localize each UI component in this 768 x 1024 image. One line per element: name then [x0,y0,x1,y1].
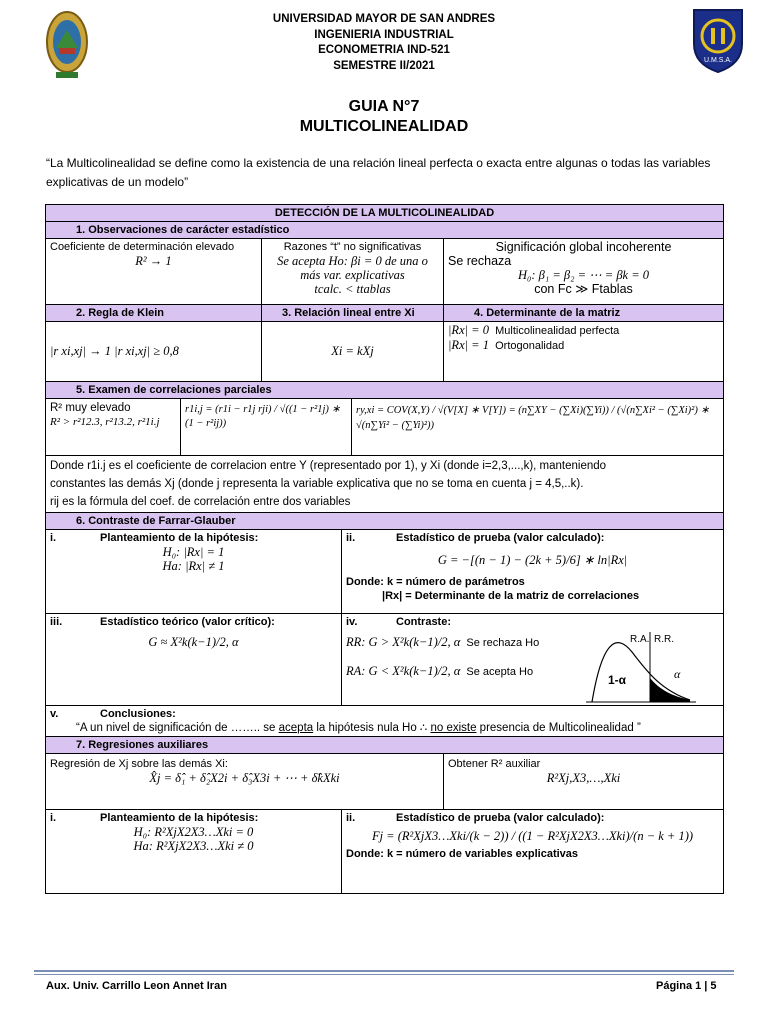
fg-rr-text: Se rechaza Ho [466,637,540,649]
graph-alpha-label: α [674,667,681,681]
fg-i-title: Planteamiento de la hipótesis: [100,532,259,544]
section-2-heading: 2. Regla de Klein [46,305,262,322]
faculty-name: INGENIERIA INDUSTRIAL [314,28,454,41]
aux-i-title: Planteamiento de la hipótesis: [100,812,259,824]
note-line-2: constantes las demás Xj (donde j representa la variable explicativa que no se toma en cuenta j = 4,5,..k). [50,478,584,490]
fg-iii-num: iii. [50,616,63,628]
graph-ra-label: R.A. [630,634,650,645]
university-name: UNIVERSIDAD MAYOR DE SAN ANDRES [272,13,496,25]
r2-text: R² muy elevado [50,402,131,414]
aux-h0: H₀: R²XjX2X3…Xki = 0 [133,825,254,839]
conclusion-part-b: la hipótesis nula Ho ∴ [313,722,431,734]
aux-reg-formula: X̂j = δ̂₁ + δ̂₂X2i + δ̂₃X3i + ⋯ + δ̂kXki [149,771,340,785]
note-line-3: rij es la fórmula del coef. de correlación entre dos variables [50,496,351,508]
r2-formula: R² > r²12.3, r²13.2, r²1i.j [50,416,160,428]
fg-ha: Ha: |Rx| ≠ 1 [162,559,225,573]
section-1-heading: 1. Observaciones de carácter estadístico [46,222,724,239]
graph-rr-label: R.R. [654,634,674,645]
aux-where: Donde: k = número de variables explicativas [346,848,579,860]
aux-ii-num: ii. [346,812,356,824]
aux-regression-cell [46,754,444,810]
fg-iii-title: Estadístico teórico (valor crítico): [100,616,275,628]
fg-statistic-cell [342,530,724,614]
section-6-heading: 6. Contraste de Farrar-Glauber [46,513,724,530]
fg-v-num: v. [50,708,59,720]
matrix-determinant-cell [444,322,724,382]
conclusion-accept: acepta [278,722,314,734]
conclusion-part-a: “A un nivel de significación de …….. se [76,722,279,734]
s1-c1-text: Coeficiente de determinación elevado [50,241,235,253]
det-one-text: Ortogonalidad [495,340,565,352]
fg-ii-title: Estadístico de prueba (valor calculado): [396,532,605,544]
section-4-heading: 4. Determinante de la matriz [444,305,724,322]
partial-note-cell [46,456,724,513]
s1-c3-text2: Se rechaza [448,254,512,268]
fg-where-2: |Rx| = Determinante de la matriz de correlaciones [382,590,640,602]
document-header [0,12,768,74]
table-title: DETECCIÓN DE LA MULTICOLINEALIDAD [46,205,724,222]
fg-i-num: i. [50,532,57,544]
course-name: ECONOMETRIA IND-521 [318,44,450,56]
aux-r2-text: Obtener R² auxiliar [448,758,541,770]
s1-c1-formula: R² → 1 [135,254,172,268]
guide-number: GUIA N°7 [348,98,420,115]
s1-c2-text: Razones “t” no significativas [283,241,422,253]
s1-c2-formula3: tcalc. < ttablas [314,282,391,296]
corr-formula-block [352,399,723,455]
linear-relation-cell [262,322,444,382]
det-zero-text: Multicolinealidad perfecta [495,325,620,337]
aux-f-formula: Fj = (R²XjX3…Xki/(k − 2)) / ((1 − R²XjX2X3…Xki)/(n − k + 1)) [371,829,694,843]
s1-c3-text1: Significación global incoherente [495,240,672,254]
aux-reg-text: Regresión de Xj sobre las demás Xi: [50,758,228,770]
section-5-heading: 5. Examen de correlaciones parciales [46,382,724,399]
fg-g-formula: G = −[(n − 1) − (2k + 5)/6] ∗ ln|Rx| [437,553,628,567]
fg-hypothesis-cell [46,530,342,614]
fg-iv-num: iv. [346,616,358,628]
fg-h0: H₀: |Rx| = 1 [162,545,225,559]
intro-definition: “La Multicolinealidad se define como la existencia de una relación lineal perfecta o exacta entre algunas o todas las variables explicativas de un modelo” [46,156,711,189]
section-3-heading: 3. Relación lineal entre Xi [262,305,444,322]
fg-critical-formula: G ≈ X²k(k−1)/2, α [148,635,239,649]
aux-i-num: i. [50,812,57,824]
s1-c3-formula2: con Fc ≫ Ftablas [534,282,633,296]
fg-conclusion-cell [46,706,724,737]
s1-c2-formula1: Se acepta Ho: βi = 0 de una o [277,254,428,268]
footer-rule-thin [34,974,734,975]
aux-ii-title: Estadístico de prueba (valor calculado): [396,812,605,824]
klein-rule-cell [46,322,262,382]
fg-iv-title: Contraste: [396,616,452,628]
klein-formula: |r xi,xj| → 1 |r xi,xj| ≥ 0,8 [50,344,179,358]
fg-ii-num: ii. [346,532,356,544]
fg-where-1: Donde: k = número de parámetros [346,576,525,588]
aux-r2-formula: R²Xj,X3,…,Xki [546,771,621,785]
conclusion-part-c: presencia de Multicolinealidad ” [476,722,641,734]
section-7-heading: 7. Regresiones auxiliares [46,737,724,754]
note-line-1: Donde r1i.j es el coeficiente de correlacion entre Y (representado por 1), y Xi (donde i=2,3,...,k), manteniendo [50,460,607,472]
logo-umsa-text: U.M.S.A. [703,57,733,64]
s1-determination-cell [46,239,262,305]
corr-formula: ry,xi = COV(X,Y) / √(V[X] ∗ V[Y]) = (n∑XY − (∑Xi)(∑Yi)) / (√(n∑Xi² − (∑Xi)²) ∗ √(n∑Yi² − (∑Yi)²)) [356,405,710,431]
partial-correlation-cell [46,399,724,456]
aux-r2-cell [444,754,724,810]
footer-author: Aux. Univ. Carrillo Leon Annet Iran [46,980,227,992]
s1-c3-formula: H₀: β₁ = β₂ = ⋯ = βk = 0 [517,268,650,282]
s1-global-cell [444,239,724,305]
aux-statistic-cell [342,810,724,894]
fg-rr-formula: RR: G > X²k(k−1)/2, α [346,635,461,649]
r2-block [46,399,181,455]
fg-v-title: Conclusiones: [100,708,176,720]
footer-rule-thick [34,970,734,972]
aux-ha: Ha: R²XjX2X3…Xki ≠ 0 [133,839,254,853]
partial-formula: r1i,j = (r1i − r1j rji) / √((1 − r²1j) ∗ (1 − r²ij)) [185,404,341,429]
s1-c2-formula2: más var. explicativas [300,268,405,282]
fg-contrast-cell [342,614,724,706]
semester: SEMESTRE II/2021 [333,59,435,72]
graph-confidence-label: 1-α [608,673,627,687]
aux-hypothesis-cell [46,810,342,894]
partial-formula-block [181,399,352,455]
guide-title [0,97,768,137]
linear-relation-formula: Xi = kXj [331,344,374,358]
fg-ra-text: Se acepta Ho [466,666,534,678]
detection-table [45,204,724,894]
chi-square-distribution-graph [580,622,698,706]
s1-t-ratio-cell [262,239,444,305]
guide-topic: MULTICOLINEALIDAD [299,118,469,135]
fg-critical-cell [46,614,342,706]
conclusion-no-existe: no existe [430,722,477,734]
fg-ra-formula: RA: G < X²k(k−1)/2, α [346,664,461,678]
det-zero-formula: |Rx| = 0 [448,323,489,337]
det-one-formula: |Rx| = 1 [448,338,489,352]
footer-page-number: Página 1 | 5 [656,980,717,992]
